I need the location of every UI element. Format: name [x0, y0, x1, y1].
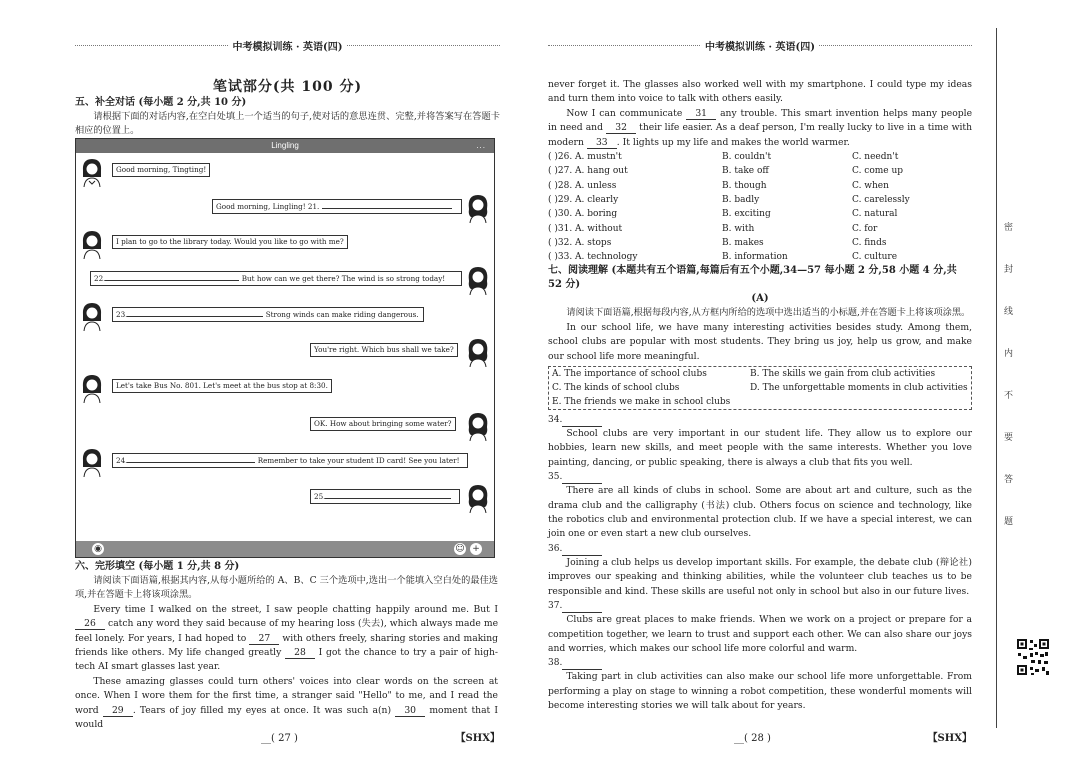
answer-blank[interactable]	[562, 417, 602, 427]
section-6	[75, 560, 498, 732]
blank-32: 32	[606, 122, 636, 134]
margin-char: 题	[1004, 517, 1014, 527]
right-column	[548, 78, 972, 714]
answer-blank[interactable]	[322, 200, 452, 209]
section-6-instruction: 请阅读下面语篇,根据其内容,从每小题所给的 A、B、C 三个选项中,选出一个能填入空白处的最佳选项,并在答题卡上将该项涂黑。	[75, 575, 498, 601]
girl-avatar-icon	[466, 411, 490, 441]
margin-char: 要	[1004, 433, 1014, 443]
add-icon[interactable]: +	[470, 543, 482, 555]
margin-char: 密	[1004, 223, 1014, 233]
more-icon[interactable]: ...	[476, 141, 486, 150]
option-row: ( )33. A. technology B. information C. culture	[548, 252, 898, 263]
girl-avatar-icon	[466, 483, 490, 513]
section-5	[75, 96, 500, 139]
blank-30: 30	[395, 705, 425, 717]
chat-message	[80, 301, 490, 331]
margin-char: 封	[1004, 265, 1014, 275]
bubble-text: Strong winds can make riding dangerous.	[265, 310, 419, 319]
chat-bubble: I plan to go to the library today. Would you like to go with me?	[112, 235, 348, 249]
blank-28: 28	[285, 647, 315, 659]
qr-code-icon	[1016, 638, 1050, 676]
blank-27: 27	[249, 633, 279, 645]
blank-number: 25.	[314, 492, 326, 501]
exam-title: 笔试部分(共 100 分)	[212, 79, 363, 95]
chat-message	[80, 229, 490, 259]
answer-blank[interactable]	[325, 490, 451, 499]
answer-line-34: 34.	[548, 413, 972, 427]
answer-blank[interactable]	[562, 660, 602, 670]
answer-blank[interactable]	[127, 454, 255, 463]
margin-char: 内	[1004, 349, 1014, 359]
answer-blank[interactable]	[105, 272, 239, 281]
blank-31: 31	[686, 108, 716, 120]
blank-number: 23.	[116, 310, 128, 319]
chat-message	[80, 193, 490, 223]
chat-bubble: Let's take Bus No. 801. Let's meet at the bus stop at 8:30.	[112, 379, 332, 393]
chat-bubble	[310, 489, 460, 504]
chat-message	[80, 411, 490, 441]
part-label: (A)	[751, 293, 769, 305]
answer-line-38: 38.	[548, 656, 972, 670]
cloze-paragraph: Every time I walked on the street, I saw people chatting happily around me. But I 26 catch any word they said because of my hearing loss (失去), which always made me feel lonely. For years, I had hoped to 27 with others freely, sharing stories and making friends like others. My life changed greatly 28 I got the chance to try a pair of high-tech AI smart glasses last year.	[75, 603, 499, 673]
reading-paragraph: Taking part in club activities can also make our school life more unforgettable. From performing a play on stage to winning a robot competition, these wonderful moments will become interesting stories we will talk about for years.	[548, 671, 972, 712]
chat-bubble: Good morning, Tingting!	[112, 163, 210, 177]
chat-message	[80, 157, 490, 187]
running-head-text: 中考模拟训练 · 英语(四)	[701, 38, 819, 53]
left-page	[75, 42, 500, 744]
cloze-paragraph: never forget it. The glasses also worked well with my smartphone. I could type my ideas and turn them into voice to talk with others easily.	[548, 79, 972, 105]
answer-blank[interactable]	[562, 474, 602, 484]
option-row: ( )31. A. without B. with C. for	[548, 223, 878, 234]
girl-avatar-icon	[80, 373, 104, 403]
bubble-text: But how can we get there? The wind is so strong today!	[241, 274, 446, 283]
answer-blank[interactable]	[562, 546, 602, 556]
girl-avatar-icon	[80, 157, 104, 187]
chat-message	[80, 483, 490, 513]
cloze-paragraph: These amazing glasses could turn others' voices into clear words on the screen at once. When I wore them for the first time, a stranger said "Hello" to me, and I read the word 29 . Tears of joy filled my eyes at once. It was such a(n) 30 moment that I would	[75, 675, 499, 731]
chat-window	[75, 138, 495, 558]
answer-line-37: 37.	[548, 599, 972, 613]
reading-paragraph: There are all kinds of clubs in school. Some are about art and culture, such as the drama club and the calligraphy (书法) club. Others focus on science and technology, like the robotics club and environmental protection club. If we have a special interest, we can join one or even start a new club ourselves.	[548, 485, 972, 540]
page-number: __( 28 )	[734, 733, 771, 744]
option-row: ( )28. A. unless B. though C. when	[548, 180, 889, 191]
option-row: ( )29. A. clearly B. badly C. carelessly	[548, 194, 910, 205]
girl-avatar-icon	[80, 447, 104, 477]
right-running-head	[548, 38, 972, 52]
blank-26: 26	[75, 618, 105, 630]
bubble-text: Good morning, Lingling! 21.	[216, 202, 320, 211]
page-code: 【SHX】	[927, 733, 972, 744]
binding-line	[996, 28, 997, 728]
left-running-head	[75, 38, 500, 52]
answer-blank[interactable]	[127, 308, 263, 317]
right-page	[548, 42, 973, 744]
girl-avatar-icon	[466, 265, 490, 295]
margin-char: 不	[1004, 391, 1014, 401]
chat-bubble: OK. How about bringing some water?	[310, 417, 456, 431]
answer-line-35: 35.	[548, 470, 972, 484]
chat-message	[80, 447, 490, 477]
section-7-instruction: 请阅读下面语篇,根据每段内容,从方框内所给的选项中选出适当的小标题,并在答题卡上将该项涂黑。	[566, 307, 971, 319]
chat-input-bar	[76, 541, 494, 557]
page-number: __( 27 )	[261, 733, 298, 744]
section-6-heading: 六、完形填空 (每小题 1 分,共 8 分)	[75, 561, 240, 572]
section-5-heading: 五、补全对话 (每小题 2 分,共 10 分)	[75, 97, 247, 108]
blank-29: 29	[103, 705, 133, 717]
reading-paragraph: Clubs are great places to make friends. When we work on a project or prepare for a competition together, we learn to trust and support each other. We can also share our joys and worries, which makes our school life more colorful and warm.	[548, 614, 972, 654]
option-row: ( )27. A. hang out B. take off C. come up	[548, 166, 904, 177]
chat-bubble	[212, 199, 462, 214]
girl-avatar-icon	[80, 229, 104, 259]
emoji-icon[interactable]: ☺	[455, 544, 465, 554]
section-7-heading: 七、阅读理解 (本题共有五个语篇,每篇后有五个小题,34—57 每小题 2 分,58 小题 4 分,共 52 分)	[548, 265, 957, 291]
option-list	[548, 150, 972, 264]
bubble-text: Remember to take your student ID card! See you later!	[257, 456, 460, 465]
girl-avatar-icon	[80, 301, 104, 331]
girl-avatar-icon	[466, 193, 490, 223]
reading-paragraph: School clubs are very important in our student life. They allow us to explore our hobbies, learn new skills, and meet people with the same interests. Whether you love painting, dancing, or public speaking, there is always a club that fits you well.	[548, 428, 972, 468]
chat-bubble	[112, 453, 468, 468]
voice-icon[interactable]: ◉	[92, 543, 104, 555]
option-row: ( )26. A. mustn't B. couldn't C. needn't	[548, 152, 899, 163]
answer-blank[interactable]	[562, 603, 602, 613]
running-head-text: 中考模拟训练 · 英语(四)	[229, 38, 347, 53]
margin-char: 答	[1004, 475, 1014, 485]
chat-title: Lingling	[271, 141, 299, 150]
chat-message	[80, 265, 490, 295]
blank-number: 24.	[116, 456, 128, 465]
reading-paragraph: In our school life, we have many interesting activities besides study. Among them, school clubs are popular with most students. They bring us joy, help us grow, and make our school life more meaningful.	[548, 321, 972, 362]
chat-bubble	[90, 271, 462, 286]
option-row: ( )30. A. boring B. exciting C. natural	[548, 209, 898, 220]
chat-message	[80, 337, 490, 367]
heading-choices-box: A. The importance of school clubs B. The skills we gain from club activities C. The kinds of school clubs D. The unforgettable moments in club activities E. The friends we make in school clubs	[548, 366, 972, 410]
cloze-paragraph: Now I can communicate 31 any trouble. This smart invention helps many people in need and 32 their life easier. As a deaf person, I'm really lucky to live in a time with modern 33 . It lights up my life and makes the world warmer.	[548, 107, 973, 148]
reading-paragraph: Joining a club helps us develop important skills. For example, the debate club (辩论社) improves our speaking and thinking abilities, while the volunteer club teaches us to be responsible and kind. These skills are useful not only in school but also in our future lives.	[548, 556, 972, 597]
page-code: 【SHX】	[455, 733, 500, 744]
chat-bubble	[112, 307, 424, 322]
option-row: ( )32. A. stops B. makes C. finds	[548, 237, 887, 248]
answer-line-36: 36.	[548, 542, 972, 556]
blank-number: 22.	[94, 274, 106, 283]
blank-33: 33	[587, 137, 617, 149]
section-5-instruction: 请根据下面的对话内容,在空白处填上一个适当的句子,使对话的意思连贯、完整,并将答案写在答题卡相应的位置上。	[75, 111, 500, 137]
chat-bubble: You're right. Which bus shall we take?	[310, 343, 458, 357]
chat-title-bar	[76, 139, 494, 153]
margin-char: 线	[1004, 307, 1014, 317]
girl-avatar-icon	[466, 337, 490, 367]
chat-message	[80, 373, 490, 403]
